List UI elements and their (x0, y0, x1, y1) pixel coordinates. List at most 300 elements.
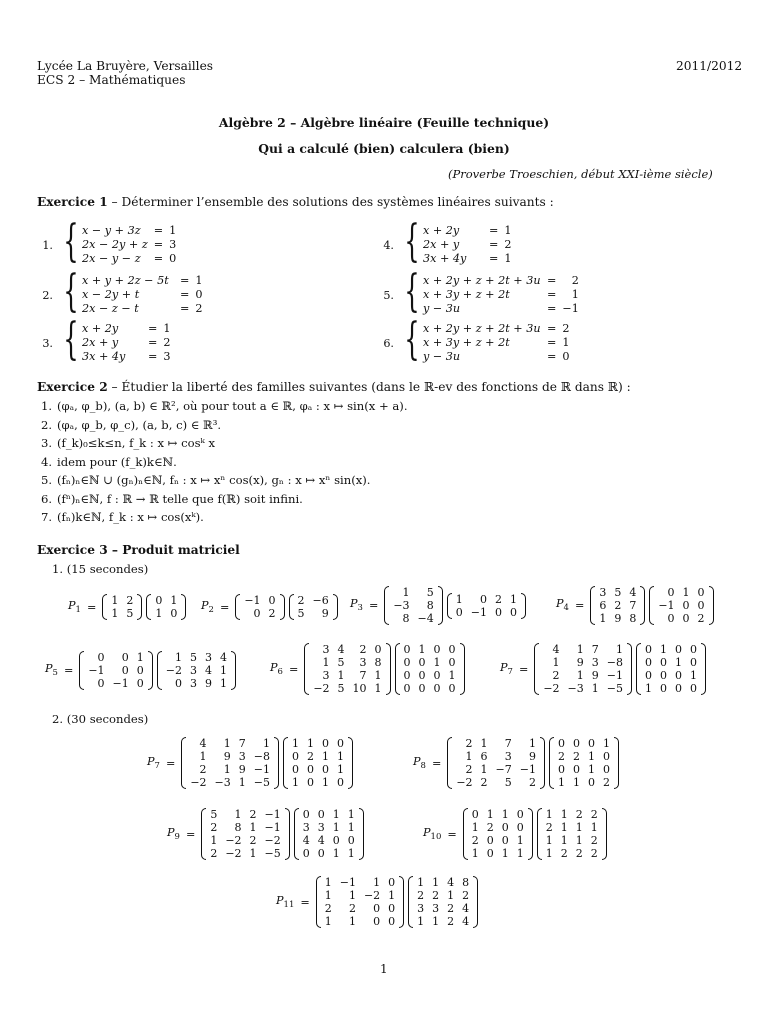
matrix-entry: 0 (667, 586, 675, 599)
matrix-entry: 1 (486, 808, 494, 821)
matrix-entry: −1 (606, 669, 623, 682)
matrix-entry: 1 (433, 656, 441, 669)
matrix-entry: 4 (317, 834, 325, 847)
left-brace: { (404, 314, 420, 365)
matrix-entry: 8 (234, 821, 242, 834)
matrix-entry: 0 (321, 763, 329, 776)
item-number: 2. (40, 417, 52, 432)
matrix-entry: 2 (602, 776, 610, 789)
matrix-entry: 1 (448, 669, 456, 682)
equals-sign: = (368, 599, 379, 612)
exercise-2-item (34, 492, 303, 507)
matrix-entry: 8 (426, 599, 434, 612)
equals-sign: = (86, 600, 97, 614)
matrix-entry: −8 (253, 750, 270, 763)
matrix-entry: 1 (572, 776, 580, 789)
matrix-entry: 1 (322, 656, 330, 669)
equation-lhs: x + 2y (82, 322, 119, 335)
matrix-entry: 1 (418, 643, 426, 656)
product-p5 (45, 651, 238, 690)
matrix-entry: 5 (189, 651, 197, 664)
matrix-entry: −1 (244, 594, 261, 607)
system-number: 2. (42, 289, 53, 302)
equals-sign: = (153, 252, 164, 265)
matrix-entry: 1 (447, 889, 455, 902)
matrix-entry: 0 (602, 763, 610, 776)
matrix-entry: 2 (306, 750, 314, 763)
matrix-entry: 1 (480, 763, 488, 776)
matrix-left (79, 651, 152, 690)
matrix-entry: 0 (403, 656, 411, 669)
equation-row (420, 336, 573, 350)
matrix-entry: 0 (659, 656, 667, 669)
right-paren (540, 737, 545, 789)
product-label: $P_7$ (500, 660, 513, 678)
equation-row (420, 238, 515, 252)
matrix-entry: 2 (590, 808, 598, 821)
matrix-entry: 1 (417, 876, 425, 889)
matrix-entry: 5 (614, 586, 622, 599)
exercise-3-text: – Produit matriciel (107, 543, 240, 557)
matrix-entry: 0 (682, 599, 690, 612)
matrix-entry: 8 (374, 656, 382, 669)
equation-row (79, 252, 179, 266)
matrix-entry: −2 (264, 834, 281, 847)
equation-lhs: 2x − z − t (82, 302, 139, 315)
right-paren (438, 586, 443, 625)
school-year: 2011/2012 (676, 59, 743, 73)
matrix-entry: 2 (590, 847, 598, 860)
matrix-entry: −3 (567, 682, 584, 695)
matrix-left (447, 737, 545, 789)
product-p1 (68, 594, 188, 620)
matrix-entry: 0 (689, 682, 697, 695)
matrix-entry: 1 (249, 847, 257, 860)
matrix-entry: 3 (591, 656, 599, 669)
matrix-entry: 1 (615, 643, 623, 656)
matrix-entry: 0 (602, 750, 610, 763)
matrix-entry: 4 (302, 834, 310, 847)
matrix-entry: 0 (572, 763, 580, 776)
right-paren (359, 808, 364, 860)
right-paren (709, 586, 714, 625)
matrix-entry: 5 (210, 808, 218, 821)
matrix-entry: 1 (590, 821, 598, 834)
equation-row (79, 322, 174, 336)
matrix-entry: −2 (165, 664, 182, 677)
matrix-entry: 0 (448, 643, 456, 656)
matrix-entry: 5 (426, 586, 434, 599)
equation-lhs: x − 2y + t (82, 288, 140, 301)
matrix-entry: −1 (658, 599, 675, 612)
matrix-entry: 2 (210, 847, 218, 860)
matrix-left (102, 594, 142, 620)
matrix-entry: 1 (332, 847, 340, 860)
matrix-entry: 2 (447, 915, 455, 928)
matrix-entry: 4 (199, 737, 207, 750)
equals-sign: = (431, 756, 442, 770)
equation-row (420, 252, 515, 266)
equation-rhs: 2 (571, 274, 579, 287)
matrix-entry: 4 (462, 902, 470, 915)
equation-row (79, 350, 174, 364)
equals-sign: = (547, 336, 557, 349)
matrix-entry: 4 (447, 876, 455, 889)
matrix-right (649, 586, 713, 625)
matrix-entry: 1 (516, 847, 524, 860)
matrix-entry: 0 (155, 594, 163, 607)
right-paren (602, 808, 607, 860)
matrix-entry: 0 (97, 651, 105, 664)
matrix-entry: 0 (674, 682, 682, 695)
matrix-right (283, 737, 353, 789)
matrix-entry: 0 (332, 834, 340, 847)
equation-lhs: 3x + 4y (82, 350, 126, 363)
equation-row (420, 322, 573, 336)
matrix-entry: 0 (373, 902, 381, 915)
matrix-entry: 0 (479, 592, 487, 606)
matrix-entry: 5 (504, 776, 512, 789)
matrix-entry: 1 (347, 847, 355, 860)
matrix-left (201, 808, 289, 860)
equation-rhs: 1 (195, 274, 203, 287)
matrix-entry: 2 (471, 834, 479, 847)
matrix-entry: 1 (432, 876, 440, 889)
equation-lhs: x + y + 2z − 5t (82, 274, 169, 287)
equation-rhs: 2 (504, 238, 512, 251)
matrix-entry: −1 (519, 763, 536, 776)
matrix-entry: −7 (495, 763, 512, 776)
equation-row (79, 302, 206, 316)
equation-lhs: 2x − y − z (82, 252, 141, 265)
equals-sign: = (288, 662, 299, 676)
matrix-entry: 3 (204, 651, 212, 664)
matrix-entry: −6 (312, 594, 329, 607)
equals-sign: = (148, 336, 158, 349)
matrix-entry: 0 (403, 643, 411, 656)
matrix-left (534, 643, 632, 695)
matrix-entry: 1 (336, 763, 344, 776)
matrix-entry: −5 (606, 682, 623, 695)
matrix-entry: 2 (572, 750, 580, 763)
equation-rhs: 1 (504, 252, 512, 265)
exercise-1-heading (37, 195, 554, 210)
system-number: 1. (42, 239, 53, 252)
matrix-entry: 3 (432, 902, 440, 915)
matrix-entry: 1 (199, 750, 207, 763)
matrix-entry: 1 (155, 607, 163, 620)
matrix-entry: 0 (516, 821, 524, 834)
matrix-entry: 3 (302, 821, 310, 834)
matrix-entry: 1 (324, 889, 332, 902)
matrix-entry: 0 (689, 643, 697, 656)
matrix-entry: 3 (189, 677, 197, 690)
item-number: 1. (40, 399, 52, 413)
matrix-entry: 8 (462, 876, 470, 889)
product-p11 (276, 876, 480, 928)
matrix-entry: 0 (136, 677, 144, 690)
equation-rhs: 1 (571, 288, 579, 301)
matrix-right (146, 594, 186, 620)
matrix-entry: 2 (126, 594, 134, 607)
matrix-entry: −1 (264, 808, 281, 821)
equals-sign: = (165, 756, 176, 770)
matrix-entry: 0 (448, 656, 456, 669)
matrix-entry: 0 (486, 834, 494, 847)
matrix-entry: 0 (306, 763, 314, 776)
matrix-entry: 0 (557, 763, 565, 776)
proverb: (Proverbe Troeschien, début XXI-ième siècle) (448, 167, 713, 181)
matrix-entry: 9 (528, 750, 536, 763)
product-label: $P_{11}$ (276, 893, 295, 911)
equation-lhs: 2x − 2y + z (82, 238, 148, 251)
matrix-entry: 0 (291, 763, 299, 776)
matrix-entry: 4 (629, 586, 637, 599)
exercise-2-text: – Étudier la liberté des familles suivantes (dans le ℝ-ev des fonctions de ℝ dans ℝ) : (107, 380, 631, 394)
matrix-entry: 2 (359, 643, 367, 656)
school-name: Lycée La Bruyère, Versailles (37, 59, 214, 73)
matrix-entry: 6 (599, 599, 607, 612)
item-text: (fⁿ)ₙ∈ℕ, f : ℝ → ℝ telle que f(ℝ) soit infini. (57, 491, 303, 506)
matrix-entry: 0 (433, 682, 441, 695)
matrix-entry: 9 (614, 612, 622, 625)
equation-lhs: y − 3u (423, 302, 461, 315)
matrix-entry: 2 (432, 889, 440, 902)
matrix-entry: 3 (317, 821, 325, 834)
item-text: (fₙ)k∈ℕ, f_k : x ↦ cos(xᵏ). (57, 510, 204, 524)
matrix-entry: 9 (204, 677, 212, 690)
equals-sign: = (153, 238, 164, 251)
matrix-entry: 0 (557, 737, 565, 750)
right-paren (701, 643, 706, 695)
matrix-entry: 1 (111, 607, 119, 620)
matrix-entry: −1 (253, 763, 270, 776)
equals-sign: = (148, 350, 158, 363)
exercise-2-item (34, 473, 370, 488)
matrix-entry: 0 (697, 586, 705, 599)
matrix-entry: 0 (644, 669, 652, 682)
matrix-entry: 7 (359, 669, 367, 682)
equation-row (420, 302, 582, 316)
item-text: (φₐ, φ_b), (a, b) ∈ ℝ², où pour tout a ∈ ℝ, φₐ : x ↦ sin(x + a). (57, 399, 408, 413)
matrix-entry: 1 (465, 750, 473, 763)
system-number: 5. (383, 289, 394, 302)
matrix-entry: 1 (234, 808, 242, 821)
matrix-entry: 2 (557, 750, 565, 763)
product-p2 (201, 594, 340, 620)
matrix-entry: 1 (373, 876, 381, 889)
exercise-2-item (34, 399, 408, 414)
matrix-entry: 2 (199, 763, 207, 776)
matrix-entry: 1 (432, 915, 440, 928)
matrix-entry: 3 (238, 750, 246, 763)
matrix-entry: 0 (418, 656, 426, 669)
equals-sign: = (153, 224, 164, 237)
matrix-entry: 1 (223, 763, 231, 776)
product-p7a (500, 643, 708, 695)
matrix-right (289, 594, 338, 620)
matrix-entry: −2 (313, 682, 330, 695)
matrix-entry: 0 (659, 682, 667, 695)
exercise-2-label: Exercice 2 (37, 380, 108, 394)
matrix-entry: 5 (297, 607, 305, 620)
right-paren (274, 737, 279, 789)
matrix-entry: 2 (249, 808, 257, 821)
product-label: $P_4$ (556, 597, 569, 614)
exercise-3-part-1: 1. (15 secondes) (52, 562, 149, 576)
equation-lhs: x + 3y + z + 2t (423, 336, 510, 349)
matrix-entry: 1 (575, 834, 583, 847)
matrix-entry: 0 (572, 737, 580, 750)
matrix-entry: 0 (674, 643, 682, 656)
matrix-entry: 2 (614, 599, 622, 612)
matrix-entry: 0 (455, 605, 463, 619)
equals-sign: = (63, 664, 74, 677)
product-p9 (167, 808, 366, 860)
exercise-3-part-2: 2. (30 secondes) (52, 712, 149, 726)
matrix-entry: 0 (317, 847, 325, 860)
matrix-entry: 1 (480, 737, 488, 750)
matrix-right (537, 808, 607, 860)
equation-lhs: x + 2y (423, 224, 460, 237)
matrix-right (157, 651, 236, 690)
matrix-entry: −1 (88, 664, 105, 677)
matrix-entry: 0 (268, 594, 276, 607)
matrix-entry: 0 (97, 677, 105, 690)
equation-rhs: 3 (169, 238, 177, 251)
matrix-entry: 1 (324, 876, 332, 889)
matrix-entry: 1 (471, 847, 479, 860)
matrix-entry: 0 (321, 737, 329, 750)
product-label: $P_2$ (201, 598, 214, 616)
equation-lhs: 2x + y (423, 238, 460, 251)
matrix-entry: 1 (332, 821, 340, 834)
right-paren (148, 651, 153, 690)
right-paren (528, 808, 533, 860)
item-number: 4. (40, 454, 52, 469)
equation-rhs: 3 (163, 350, 171, 363)
matrix-entry: 2 (545, 821, 553, 834)
matrix-entry: 1 (324, 915, 332, 928)
equation-rhs: 1 (169, 224, 177, 237)
equation-row (420, 224, 515, 238)
equals-sign: = (489, 224, 499, 237)
equation-lhs: x + 2y + z + 2t + 3u (423, 322, 541, 335)
equals-sign: = (219, 600, 230, 614)
matrix-entry: −5 (264, 847, 281, 860)
matrix-entry: 7 (238, 737, 246, 750)
matrix-entry: 1 (402, 586, 410, 599)
page-subtitle: Qui a calculé (bien) calculera (bien) (258, 141, 510, 156)
matrix-entry: 1 (348, 915, 356, 928)
matrix-entry: 0 (689, 656, 697, 669)
system-number: 6. (383, 337, 394, 350)
matrix-entry: 2 (697, 612, 705, 625)
equation-row (79, 224, 179, 238)
matrix-entry: 0 (433, 643, 441, 656)
matrix-entry: 1 (501, 847, 509, 860)
matrix-entry: 2 (268, 607, 276, 620)
equals-sign: = (185, 827, 196, 841)
exercise-2-item (34, 510, 204, 525)
matrix-entry: 0 (403, 682, 411, 695)
right-paren (280, 594, 285, 620)
matrix-entry: 1 (262, 737, 270, 750)
right-paren (285, 808, 290, 860)
matrix-entry: 0 (388, 876, 396, 889)
matrix-entry: 0 (336, 776, 344, 789)
matrix-entry: 3 (599, 586, 607, 599)
matrix-entry: 1 (249, 821, 257, 834)
right-paren (399, 876, 404, 928)
matrix-entry: 1 (291, 776, 299, 789)
right-paren (181, 594, 186, 620)
matrix-entry: 0 (291, 750, 299, 763)
matrix-entry: −1 (339, 876, 356, 889)
matrix-entry: 0 (121, 664, 129, 677)
matrix-entry: 1 (587, 763, 595, 776)
matrix-entry: −2 (363, 889, 381, 902)
system-number: 3. (42, 337, 53, 350)
item-text: (φₐ, φ_b, φ_c), (a, b, c) ∈ ℝ³. (57, 417, 222, 432)
matrix-entry: 2 (560, 847, 568, 860)
matrix-entry: 2 (552, 669, 560, 682)
matrix-entry: 2 (462, 889, 470, 902)
equation-row (79, 336, 174, 350)
matrix-entry: 4 (337, 643, 345, 656)
matrix-entry: −4 (417, 612, 434, 625)
matrix-entry: 2 (465, 737, 473, 750)
matrix-entry: 7 (629, 599, 637, 612)
matrix-entry: 1 (291, 737, 299, 750)
product-label: $P_6$ (270, 660, 283, 678)
matrix-entry: 1 (560, 808, 568, 821)
product-p4 (556, 586, 716, 625)
matrix-entry: 1 (602, 737, 610, 750)
matrix-left (463, 808, 533, 860)
matrix-entry: 6 (480, 750, 488, 763)
matrix-entry: 5 (126, 607, 134, 620)
matrix-entry: 0 (494, 605, 502, 619)
matrix-entry: 1 (644, 682, 652, 695)
matrix-entry: 1 (223, 737, 231, 750)
matrix-entry: 10 (352, 682, 367, 695)
matrix-left (304, 643, 390, 695)
matrix-entry: 0 (302, 808, 310, 821)
matrix-entry: 2 (465, 763, 473, 776)
matrix-entry: 0 (253, 607, 261, 620)
matrix-entry: 0 (174, 677, 182, 690)
matrix-entry: 0 (136, 664, 144, 677)
equation-lhs: x − y + 3z (82, 224, 141, 237)
matrix-entry: 1 (528, 737, 536, 750)
matrix-entry: 0 (374, 643, 382, 656)
matrix-entry: 9 (321, 607, 329, 620)
matrix-entry: 1 (174, 651, 182, 664)
equation-rhs: −1 (562, 302, 579, 315)
matrix-entry: 1 (659, 643, 667, 656)
matrix-entry: −1 (112, 677, 129, 690)
equation-rhs: 2 (562, 322, 570, 335)
matrix-entry: 1 (591, 682, 599, 695)
matrix-entry: 2 (486, 821, 494, 834)
matrix-entry: −1 (470, 605, 487, 619)
matrix-entry: 2 (348, 902, 356, 915)
equals-sign: = (547, 322, 557, 335)
matrix-entry: 5 (337, 682, 345, 695)
matrix-entry: 0 (501, 821, 509, 834)
page-title: Algèbre 2 – Algèbre linéaire (Feuille technique) (218, 115, 550, 130)
